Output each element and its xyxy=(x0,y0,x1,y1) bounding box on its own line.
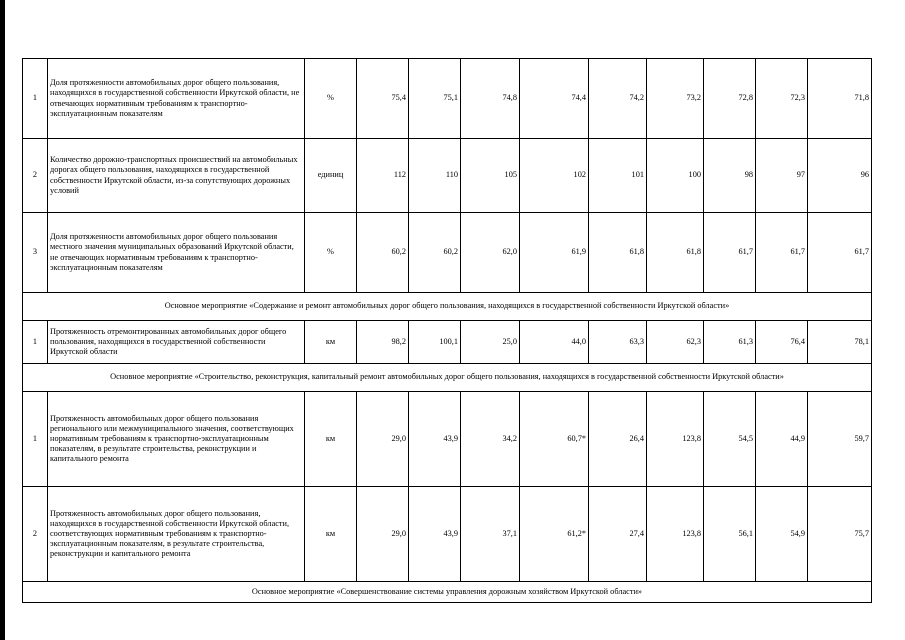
unit-cell: км xyxy=(305,487,357,582)
value-cell: 112 xyxy=(357,139,409,213)
row-number: 1 xyxy=(23,392,48,487)
section-header: Основное мероприятие «Строительство, реконструкция, капитальный ремонт автомобильных дорог общего пользования, находящихся в государственной собственности Иркутской области» xyxy=(23,364,872,392)
table-row xyxy=(23,213,872,293)
unit-cell: км xyxy=(305,392,357,487)
value-cell: 74,2 xyxy=(589,59,647,139)
value-cell: 72,3 xyxy=(756,59,808,139)
value-cell: 29,0 xyxy=(357,487,409,582)
value-cell: 74,4 xyxy=(520,59,589,139)
value-cell: 26,4 xyxy=(589,392,647,487)
value-cell: 74,8 xyxy=(461,59,520,139)
value-cell: 61,9 xyxy=(520,213,589,293)
table-row xyxy=(23,321,872,364)
section-header-row xyxy=(23,582,872,603)
value-cell: 29,0 xyxy=(357,392,409,487)
value-cell: 97 xyxy=(756,139,808,213)
value-cell: 73,2 xyxy=(647,59,704,139)
value-cell: 62,3 xyxy=(647,321,704,364)
value-cell: 61,8 xyxy=(647,213,704,293)
unit-cell: % xyxy=(305,213,357,293)
value-cell: 72,8 xyxy=(704,59,756,139)
value-cell: 59,7 xyxy=(808,392,872,487)
value-cell: 102 xyxy=(520,139,589,213)
value-cell: 78,1 xyxy=(808,321,872,364)
value-cell: 61,7 xyxy=(756,213,808,293)
value-cell: 60,7* xyxy=(520,392,589,487)
value-cell: 98 xyxy=(704,139,756,213)
value-cell: 54,9 xyxy=(756,487,808,582)
section-header: Основное мероприятие «Содержание и ремонт автомобильных дорог общего пользования, находящихся в государственной собственности Иркутской области» xyxy=(23,293,872,321)
value-cell: 98,2 xyxy=(357,321,409,364)
indicators-table xyxy=(22,58,872,603)
row-number: 1 xyxy=(23,321,48,364)
value-cell: 71,8 xyxy=(808,59,872,139)
value-cell: 43,9 xyxy=(409,487,461,582)
table-row xyxy=(23,392,872,487)
value-cell: 25,0 xyxy=(461,321,520,364)
indicator-name: Доля протяженности автомобильных дорог общего пользования местного значения муниципальных образований Иркутской области, не отвечающих нормативным требованиям к транспортно-эксплуатационным показателям xyxy=(48,213,305,293)
table-row xyxy=(23,139,872,213)
value-cell: 44,0 xyxy=(520,321,589,364)
indicator-name: Доля протяженности автомобильных дорог общего пользования, находящихся в государственной собственности Иркутской области, не отвечающих нормативным требованиям к транспортно-эксплуатационным показателям xyxy=(48,59,305,139)
value-cell: 61,7 xyxy=(808,213,872,293)
unit-cell: единиц xyxy=(305,139,357,213)
value-cell: 123,8 xyxy=(647,487,704,582)
value-cell: 61,2* xyxy=(520,487,589,582)
value-cell: 75,4 xyxy=(357,59,409,139)
unit-cell: % xyxy=(305,59,357,139)
value-cell: 61,3 xyxy=(704,321,756,364)
value-cell: 100 xyxy=(647,139,704,213)
row-number: 1 xyxy=(23,59,48,139)
unit-cell: км xyxy=(305,321,357,364)
value-cell: 100,1 xyxy=(409,321,461,364)
value-cell: 37,1 xyxy=(461,487,520,582)
value-cell: 105 xyxy=(461,139,520,213)
value-cell: 60,2 xyxy=(409,213,461,293)
value-cell: 110 xyxy=(409,139,461,213)
value-cell: 76,4 xyxy=(756,321,808,364)
indicator-name: Количество дорожно-транспортных происшествий на автомобильных дорогах общего пользования, находящихся в государственной собственности Иркутской области, из-за сопутствующих дорожных условий xyxy=(48,139,305,213)
value-cell: 96 xyxy=(808,139,872,213)
indicator-name: Протяженность отремонтированных автомобильных дорог общего пользования, находящихся в государственной собственности Иркутской области xyxy=(48,321,305,364)
section-header-row xyxy=(23,293,872,321)
value-cell: 75,1 xyxy=(409,59,461,139)
row-number: 2 xyxy=(23,139,48,213)
value-cell: 75,7 xyxy=(808,487,872,582)
value-cell: 101 xyxy=(589,139,647,213)
value-cell: 63,3 xyxy=(589,321,647,364)
value-cell: 27,4 xyxy=(589,487,647,582)
value-cell: 60,2 xyxy=(357,213,409,293)
indicator-name: Протяженность автомобильных дорог общего пользования регионального или межмуниципального значения, соответствующих нормативным требованиям к транспортно-эксплуатационным показателям, в результате строительства, реконструкции и капитального ремонта xyxy=(48,392,305,487)
indicator-name: Протяженность автомобильных дорог общего пользования, находящихся в государственной собственности Иркутской области, соответствующих нормативным требованиям к транспортно-эксплуатационным показателям, в результате строительства, реконструкции и капитального ремонта xyxy=(48,487,305,582)
value-cell: 34,2 xyxy=(461,392,520,487)
scan-binding-edge xyxy=(0,0,5,640)
row-number: 3 xyxy=(23,213,48,293)
value-cell: 56,1 xyxy=(704,487,756,582)
table-row xyxy=(23,487,872,582)
row-number: 2 xyxy=(23,487,48,582)
value-cell: 61,7 xyxy=(704,213,756,293)
table-row xyxy=(23,59,872,139)
value-cell: 44,9 xyxy=(756,392,808,487)
value-cell: 123,8 xyxy=(647,392,704,487)
section-header-row xyxy=(23,364,872,392)
value-cell: 61,8 xyxy=(589,213,647,293)
section-header: Основное мероприятие «Совершенствование системы управления дорожным хозяйством Иркутской области» xyxy=(23,582,872,603)
value-cell: 62,0 xyxy=(461,213,520,293)
value-cell: 43,9 xyxy=(409,392,461,487)
value-cell: 54,5 xyxy=(704,392,756,487)
